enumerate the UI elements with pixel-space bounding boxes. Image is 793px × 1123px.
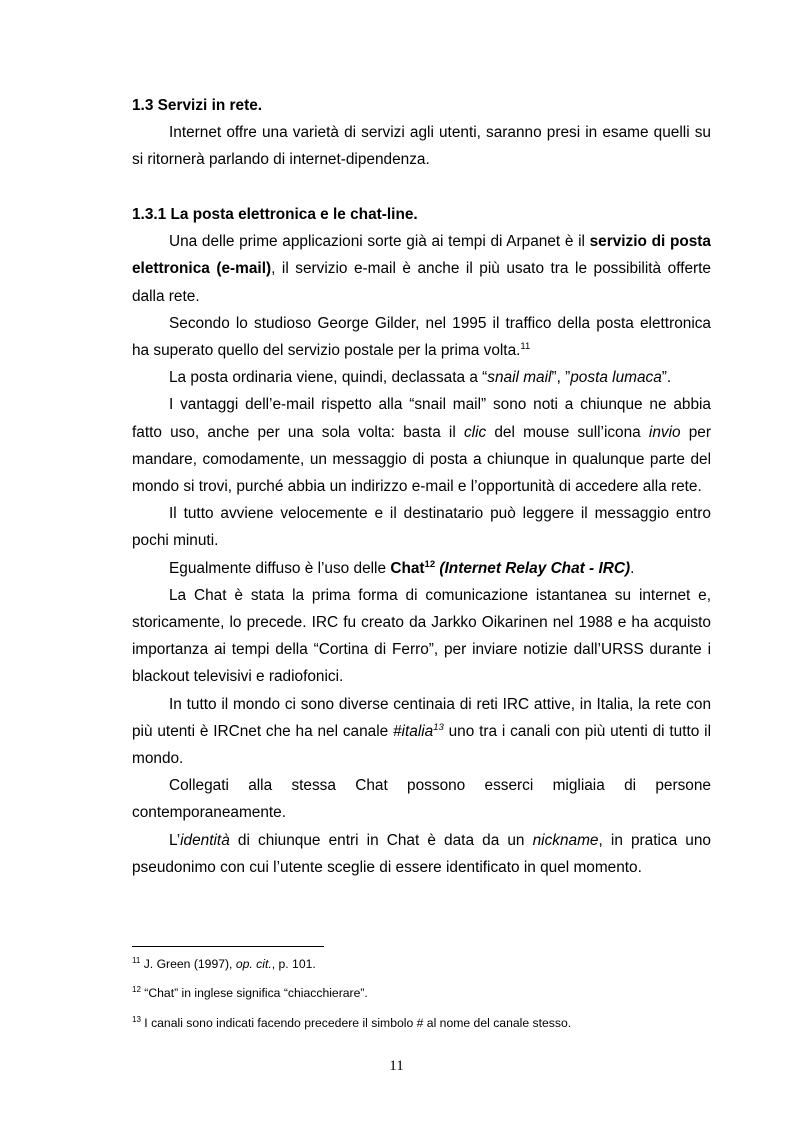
- bold-term-email: servizio di posta elettronica (e-mail): [132, 233, 711, 278]
- footnote-ref-12: 12: [424, 558, 436, 570]
- paragraph-speed: Il tutto avviene velocemente e il destinatario può leggere il messaggio entro pochi minuti.: [132, 505, 711, 550]
- subsection-1-3-1: [132, 201, 711, 881]
- page-number: 11: [389, 1058, 404, 1074]
- subsection-heading: 1.3.1 La posta elettronica e le chat-line.: [132, 206, 418, 223]
- footnote-13: $^{13}$ I canali sono indicati facendo precedere il simbolo # al nome del canale stesso.: [132, 1014, 572, 1030]
- paragraph-chat-history: La Chat è stata la prima forma di comunicazione istantanea su internet e, storicamente, lo precede. IRC fu creato da Jarkko Oikarinen nel 1988 e ha acquisto importanza ai tempi della “Cortina di Ferro”, per inviare notizie dall’URSS durante i blackout televisivi e radiofonici.: [132, 586, 711, 686]
- bold-term-chat: Chat: [390, 559, 425, 577]
- paragraph-irc-networks: In tutto il mondo ci sono diverse centinaia di reti IRC attive, in Italia, la rete con più utenti è IRCnet che ha nel canale #italia$^{13}$ uno tra i canali con più utenti di tutto il mondo.: [132, 695, 711, 768]
- paragraph-chat-intro: Egualmente diffuso è l’uso delle Chat$^{12}$ (Internet Relay Chat - IRC).: [169, 558, 635, 577]
- paragraph-snail-mail: La posta ordinaria viene, quindi, declassata a “snail mail”, ”posta lumaca”.: [169, 369, 672, 387]
- footnote-11: $^{11}$ J. Green (1997), op. cit., p. 101.: [132, 955, 316, 971]
- paragraph-chat-users: Collegati alla stessa Chat possono esserci migliaia di persone contemporaneamente.: [132, 777, 711, 822]
- paragraph-gilder: Secondo lo studioso George Gilder, nel 1995 il traffico della posta elettronica ha superato quello del servizio postale per la prima volta.$^{11}$: [132, 314, 711, 360]
- section-heading: 1.3 Servizi in rete.: [132, 97, 263, 114]
- footnote-ref-11: 11: [520, 340, 531, 352]
- paragraph-email-intro: Una delle prime applicazioni sorte già ai tempi di Arpanet è il servizio di posta elettronica (e-mail), il servizio e-mail è anche il più usato tra le possibilità offerte dalla rete.: [132, 233, 711, 305]
- footnote-12: $^{12}$ “Chat” in inglese significa “chiacchierare”.: [132, 984, 368, 1000]
- footnote-ref-13: 13: [433, 721, 444, 733]
- paragraph-nickname: L’identità di chiunque entri in Chat è data da un nickname, in pratica uno pseudonimo con cui l’utente sceglie di essere identificato in quel momento.: [132, 831, 711, 876]
- section-intro-paragraph: Internet offre una varietà di servizi agli utenti, saranno presi in esame quelli su si ritornerà parlando di internet-dipendenza.: [132, 124, 711, 169]
- section-1-3: [132, 92, 711, 174]
- paragraph-email-advantages: I vantaggi dell’e-mail rispetto alla “snail mail” sono noti a chiunque ne abbia fatto uso, anche per una sola volta: basta il clic del mouse sull’icona invio per mandare, comodamente, un messaggio di posta a chiunque in qualunque parte del mondo si trovi, purché abbia un indirizzo e-mail e l’opportunità di accedere alla rete.: [132, 396, 711, 496]
- footnote-separator: [132, 946, 324, 947]
